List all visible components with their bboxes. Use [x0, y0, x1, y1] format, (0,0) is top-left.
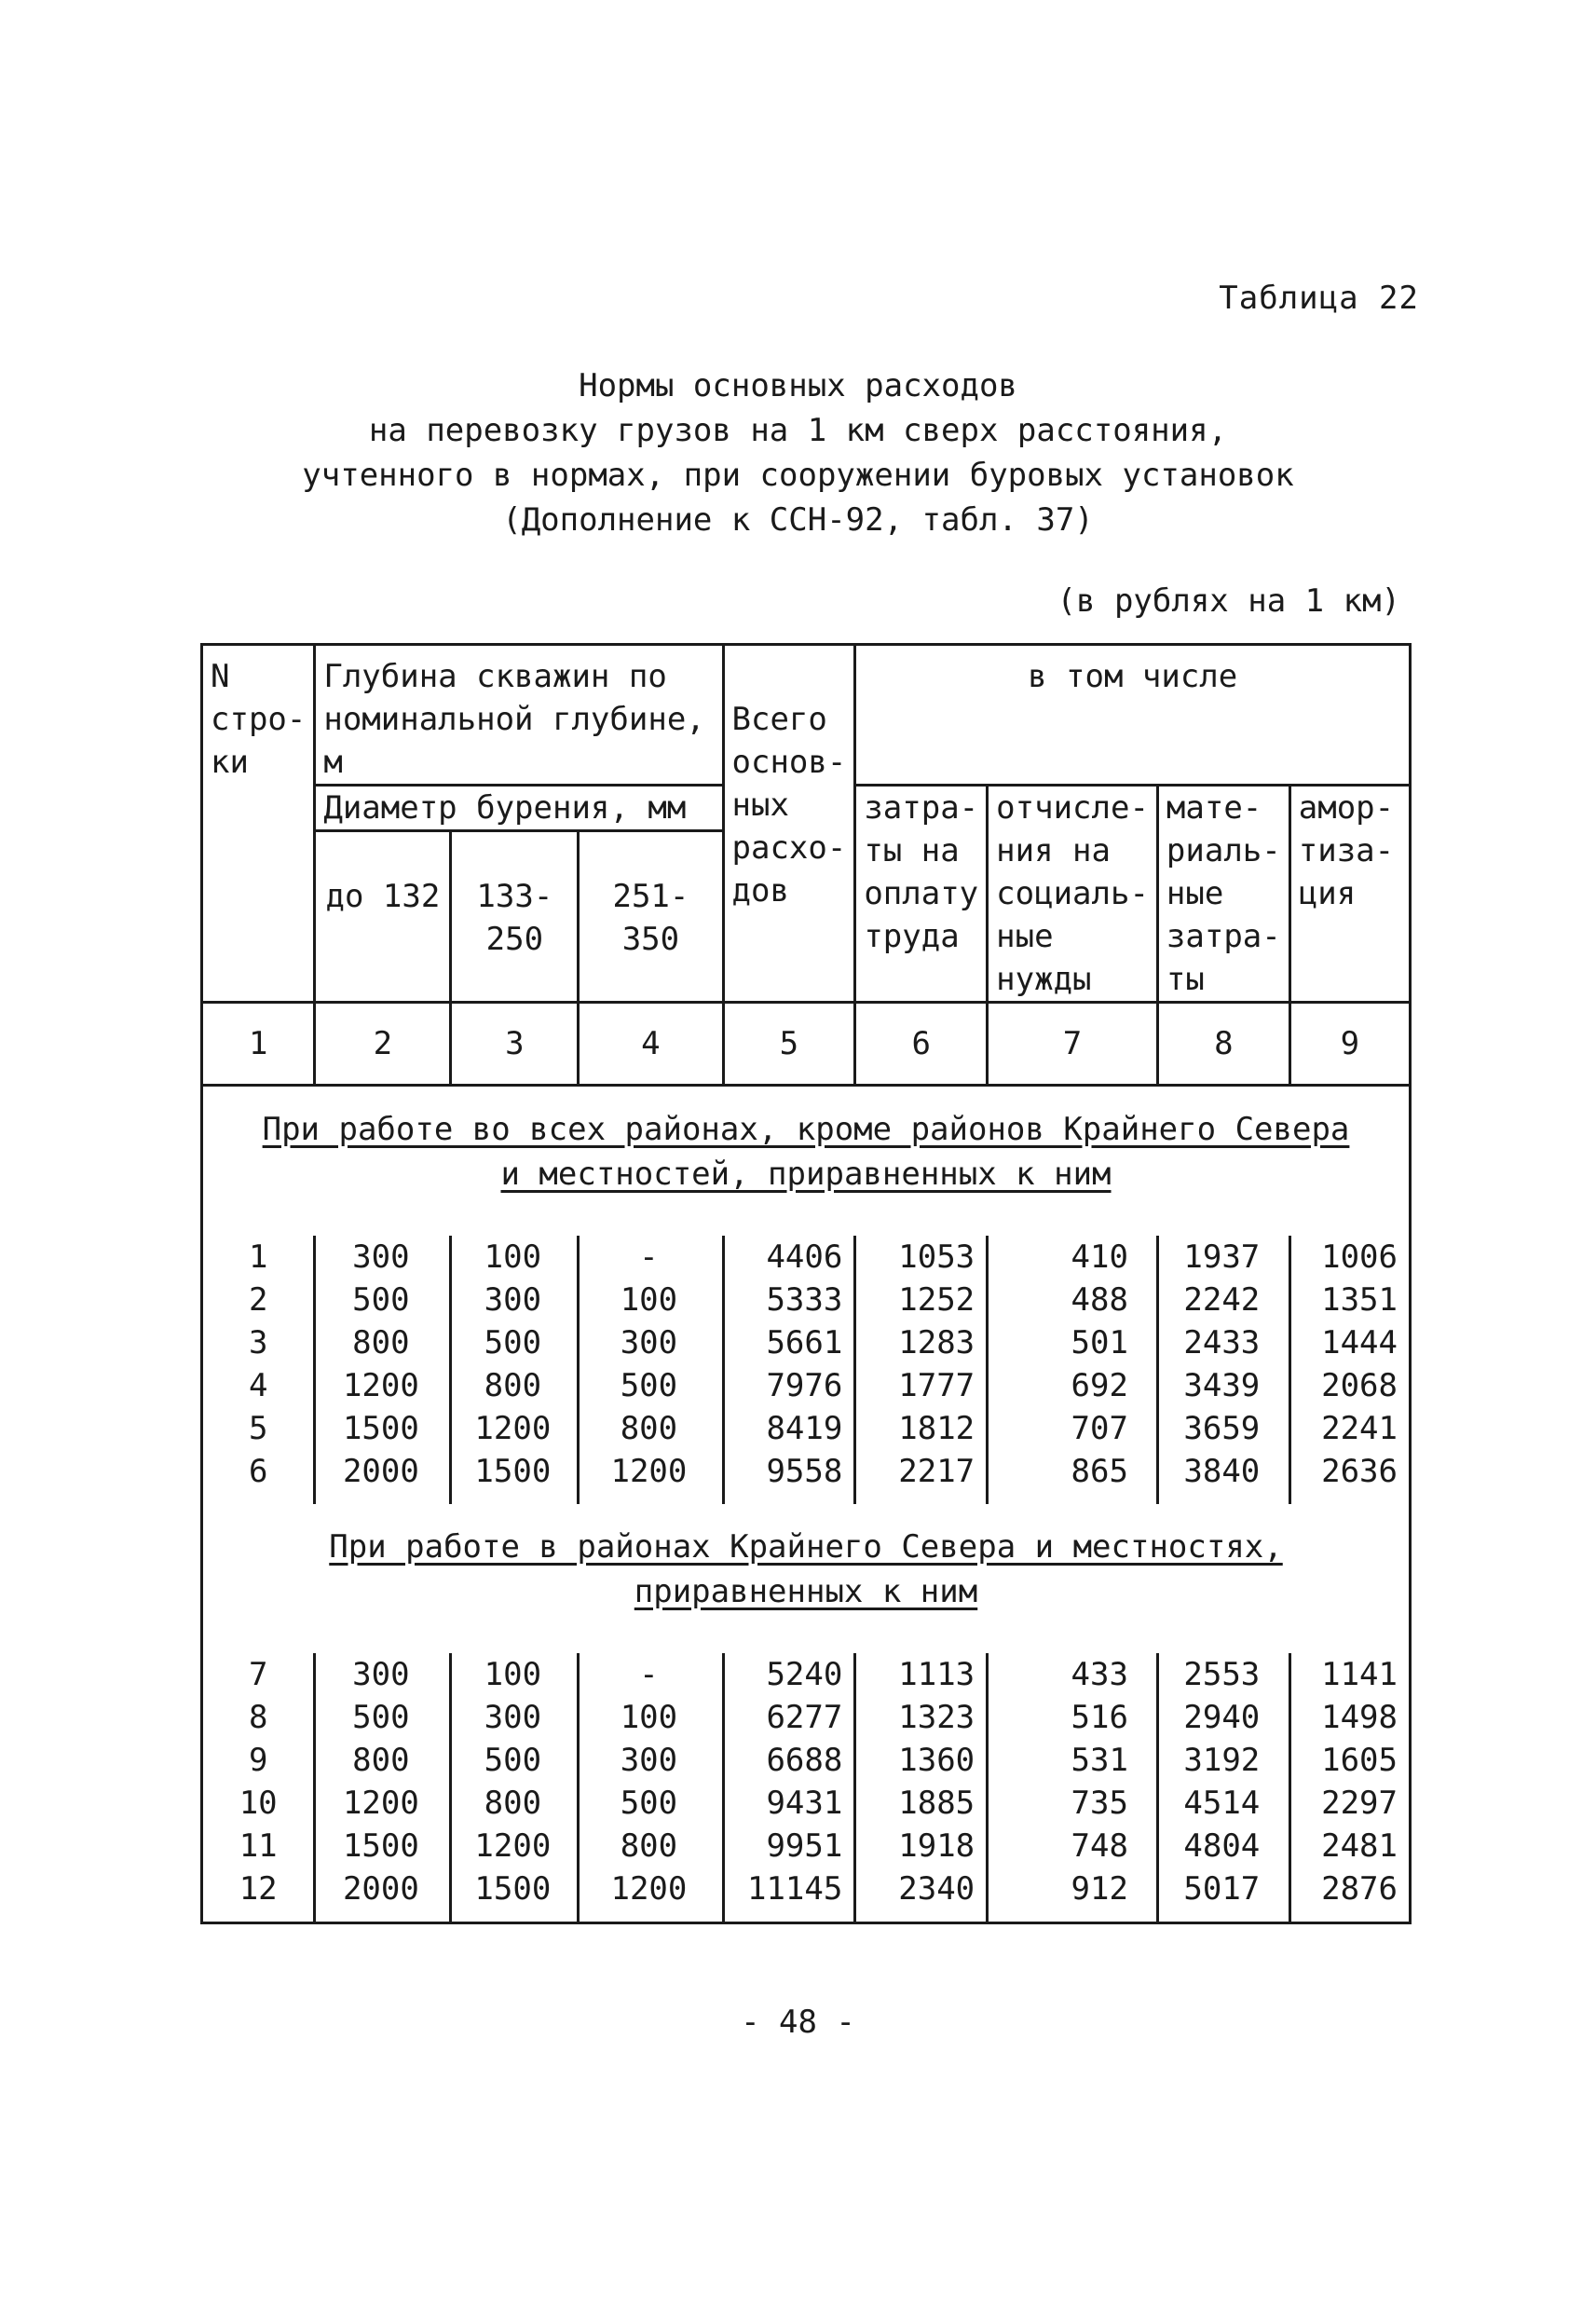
header-social: [988, 786, 1158, 1003]
header-text: до 132: [325, 878, 441, 915]
column-number: 4: [579, 1003, 723, 1086]
title-line: учтенного в нормах, при сооружении буровых установок: [302, 457, 1294, 494]
header-text: Всего: [731, 701, 827, 738]
table-cell: 6688: [723, 1739, 855, 1782]
header-text: затра-: [1166, 918, 1281, 955]
title-line: Нормы основных расходов: [579, 367, 1017, 404]
table-cell: 488: [988, 1279, 1158, 1321]
table-cell: 9431: [723, 1782, 855, 1825]
table-cell: 2636: [1289, 1450, 1410, 1504]
title-line: на перевозку грузов на 1 км сверх расстояния,: [368, 412, 1228, 449]
table-cell: 2: [202, 1279, 315, 1321]
column-number: 3: [451, 1003, 579, 1086]
header-text: социаль-: [996, 875, 1149, 912]
norms-table: [200, 643, 1412, 1924]
table-cell: 1: [202, 1236, 315, 1279]
table-cell: 500: [315, 1279, 451, 1321]
table-cell: 1200: [579, 1450, 723, 1504]
column-number: 9: [1289, 1003, 1410, 1086]
table-cell: 5333: [723, 1279, 855, 1321]
table-cell: 1498: [1289, 1696, 1410, 1739]
table-row: [202, 1321, 1411, 1364]
table-cell: 300: [315, 1236, 451, 1279]
header-text: ных: [731, 787, 789, 824]
table-cell: 1937: [1157, 1236, 1289, 1279]
header-text: ция: [1298, 875, 1357, 912]
table-cell: 6: [202, 1450, 315, 1504]
header-diameter-group: [315, 786, 723, 831]
table-row: [202, 1236, 1411, 1279]
header-depth-group: [315, 645, 723, 786]
page-number: - 48 -: [741, 2004, 855, 2041]
table-cell: 1006: [1289, 1236, 1410, 1279]
table-cell: 1444: [1289, 1321, 1410, 1364]
table-cell: 2000: [315, 1450, 451, 1504]
table-cell: 2876: [1289, 1867, 1410, 1923]
header-text: амор-: [1298, 789, 1395, 827]
header-text: затра-: [864, 789, 979, 827]
table-cell: 1360: [855, 1739, 988, 1782]
table-cell: 500: [315, 1696, 451, 1739]
table-cell: 7: [202, 1653, 315, 1696]
table-cell: 735: [988, 1782, 1158, 1825]
header-text: ния на: [996, 832, 1111, 869]
table-cell: 2940: [1157, 1696, 1289, 1739]
header-text: ки: [211, 744, 249, 781]
header-text: ты на: [864, 832, 960, 869]
table-cell: 4514: [1157, 1782, 1289, 1825]
table-row: [202, 1696, 1411, 1739]
table-cell: 9558: [723, 1450, 855, 1504]
table-cell: 3840: [1157, 1450, 1289, 1504]
table-cell: 100: [451, 1653, 579, 1696]
table-cell: 4804: [1157, 1825, 1289, 1867]
table-cell: 5017: [1157, 1867, 1289, 1923]
table-cell: 3659: [1157, 1407, 1289, 1450]
table-cell: 800: [579, 1825, 723, 1867]
table-cell: 1918: [855, 1825, 988, 1867]
section-heading-text: При работе в районах Крайнего Севера и местностях,: [329, 1528, 1283, 1566]
table-cell: 9951: [723, 1825, 855, 1867]
table-cell: 912: [988, 1867, 1158, 1923]
section-heading-row: [202, 1086, 1411, 1237]
header-text: мате-: [1166, 789, 1262, 827]
header-text: труда: [864, 918, 960, 955]
table-cell: 1885: [855, 1782, 988, 1825]
table-cell: 4406: [723, 1236, 855, 1279]
units-note: (в рублях на 1 км): [1057, 582, 1400, 620]
header-text: отчисле-: [996, 789, 1149, 827]
table-cell: 1500: [451, 1867, 579, 1923]
table-cell: 7976: [723, 1364, 855, 1407]
table-cell: 2000: [315, 1867, 451, 1923]
table-row: [202, 1279, 1411, 1321]
table-cell: 8: [202, 1696, 315, 1739]
header-labor: [855, 786, 988, 1003]
table-cell: 1283: [855, 1321, 988, 1364]
header-text: номинальной глубине, м: [323, 701, 705, 781]
table-cell: 1252: [855, 1279, 988, 1321]
table-cell: 300: [579, 1739, 723, 1782]
section-heading-text: При работе во всех районах, кроме районов Крайнего Севера: [262, 1111, 1350, 1148]
table-cell: 1200: [315, 1782, 451, 1825]
table-row: [202, 1782, 1411, 1825]
section-heading-text: приравненных к ним: [634, 1573, 978, 1610]
table-cell: 500: [579, 1782, 723, 1825]
table-cell: 2242: [1157, 1279, 1289, 1321]
header-text: нужды: [996, 961, 1092, 998]
table-cell: 100: [451, 1236, 579, 1279]
table-header: [202, 645, 1411, 1086]
column-number: 5: [723, 1003, 855, 1086]
table-cell: 9: [202, 1739, 315, 1782]
table-cell: 11145: [723, 1867, 855, 1923]
table-cell: 1141: [1289, 1653, 1410, 1696]
header-text: оплату: [864, 875, 979, 912]
header-text: ные: [1166, 875, 1224, 912]
table-cell: 1323: [855, 1696, 988, 1739]
header-materials: [1157, 786, 1289, 1003]
section-heading-row: [202, 1504, 1411, 1653]
table-cell: 501: [988, 1321, 1158, 1364]
table-row: [202, 1739, 1411, 1782]
header-text: Глубина скважин по: [323, 658, 667, 695]
table-cell: 300: [451, 1696, 579, 1739]
header-text: стро-: [211, 701, 307, 738]
header-text: Диаметр бурения, мм: [323, 789, 687, 827]
header-text: N: [211, 658, 230, 695]
table-cell: 1113: [855, 1653, 988, 1696]
table-cell: 1500: [315, 1825, 451, 1867]
header-text: 251-: [612, 878, 689, 915]
table-cell: 692: [988, 1364, 1158, 1407]
header-text: 133-: [476, 878, 553, 915]
header-text: ные: [996, 918, 1054, 955]
table-cell: 748: [988, 1825, 1158, 1867]
header-diameter-3: [579, 831, 723, 1003]
header-amortization: [1289, 786, 1410, 1003]
table-cell: 1500: [315, 1407, 451, 1450]
column-number-row: [202, 1003, 1411, 1086]
table-cell: 800: [315, 1739, 451, 1782]
table-row: [202, 1364, 1411, 1407]
table-cell: 410: [988, 1236, 1158, 1279]
table-cell: 5661: [723, 1321, 855, 1364]
table-cell: 1200: [579, 1867, 723, 1923]
header-text: риаль-: [1166, 832, 1281, 869]
table-body: [202, 1086, 1411, 1923]
table-cell: 2217: [855, 1450, 988, 1504]
table-cell: 100: [579, 1696, 723, 1739]
table-cell: 2553: [1157, 1653, 1289, 1696]
table-cell: 1777: [855, 1364, 988, 1407]
table-cell: 2068: [1289, 1364, 1410, 1407]
column-number: 8: [1157, 1003, 1289, 1086]
table-cell: 500: [451, 1739, 579, 1782]
section-heading: [202, 1504, 1411, 1653]
table-cell: 8419: [723, 1407, 855, 1450]
table-cell: 2481: [1289, 1825, 1410, 1867]
table-row: [202, 1450, 1411, 1504]
column-number: 1: [202, 1003, 315, 1086]
header-diameter-1: [315, 831, 451, 1003]
table-row: [202, 1653, 1411, 1696]
table-row: [202, 1825, 1411, 1867]
table-cell: 3192: [1157, 1739, 1289, 1782]
header-including-group: [855, 645, 1411, 786]
header-text: 350: [621, 921, 680, 958]
table-cell: 300: [315, 1653, 451, 1696]
header-total: [723, 645, 855, 1003]
header-text: ты: [1166, 961, 1205, 998]
table-cell: 707: [988, 1407, 1158, 1450]
table-cell: 1200: [315, 1364, 451, 1407]
table-cell: 2241: [1289, 1407, 1410, 1450]
table-cell: 1200: [451, 1825, 579, 1867]
table-cell: 2297: [1289, 1782, 1410, 1825]
header-text: 250: [485, 921, 544, 958]
table-cell: 6277: [723, 1696, 855, 1739]
table-cell: -: [579, 1653, 723, 1696]
header-text: дов: [731, 872, 789, 910]
table-cell: 800: [315, 1321, 451, 1364]
table-cell: 10: [202, 1782, 315, 1825]
header-text: в том числе: [1028, 658, 1238, 695]
table-row: [202, 1407, 1411, 1450]
table-cell: 2433: [1157, 1321, 1289, 1364]
column-number: 6: [855, 1003, 988, 1086]
table-cell: 12: [202, 1867, 315, 1923]
table-cell: 800: [579, 1407, 723, 1450]
table-cell: 531: [988, 1739, 1158, 1782]
table-cell: 1812: [855, 1407, 988, 1450]
header-diameter-2: [451, 831, 579, 1003]
table-cell: 500: [451, 1321, 579, 1364]
table-cell: 1500: [451, 1450, 579, 1504]
table-row: [202, 1867, 1411, 1923]
table-cell: 800: [451, 1782, 579, 1825]
table-number: Таблица 22: [1219, 280, 1419, 317]
table-cell: -: [579, 1236, 723, 1279]
column-number: 2: [315, 1003, 451, 1086]
table-cell: 433: [988, 1653, 1158, 1696]
section-heading-text: и местностей, приравненных к ним: [500, 1156, 1112, 1193]
header-text: тиза-: [1298, 832, 1395, 869]
header-text: основ-: [731, 744, 847, 781]
table-cell: 1200: [451, 1407, 579, 1450]
table-cell: 300: [451, 1279, 579, 1321]
table-cell: 100: [579, 1279, 723, 1321]
table-title: [186, 363, 1410, 542]
section-heading: [202, 1086, 1411, 1237]
table-cell: 3: [202, 1321, 315, 1364]
table-cell: 5: [202, 1407, 315, 1450]
table-cell: 1053: [855, 1236, 988, 1279]
table-cell: 865: [988, 1450, 1158, 1504]
table-cell: 11: [202, 1825, 315, 1867]
table-cell: 516: [988, 1696, 1158, 1739]
table-cell: 4: [202, 1364, 315, 1407]
header-text: расхо-: [731, 829, 847, 867]
table-cell: 5240: [723, 1653, 855, 1696]
header-row-number: [202, 645, 315, 1003]
table-cell: 300: [579, 1321, 723, 1364]
title-line: (Дополнение к ССН-92, табл. 37): [502, 501, 1094, 539]
table-cell: 2340: [855, 1867, 988, 1923]
table-cell: 3439: [1157, 1364, 1289, 1407]
table-cell: 800: [451, 1364, 579, 1407]
table-cell: 1351: [1289, 1279, 1410, 1321]
column-number: 7: [988, 1003, 1158, 1086]
table-cell: 500: [579, 1364, 723, 1407]
table-cell: 1605: [1289, 1739, 1410, 1782]
